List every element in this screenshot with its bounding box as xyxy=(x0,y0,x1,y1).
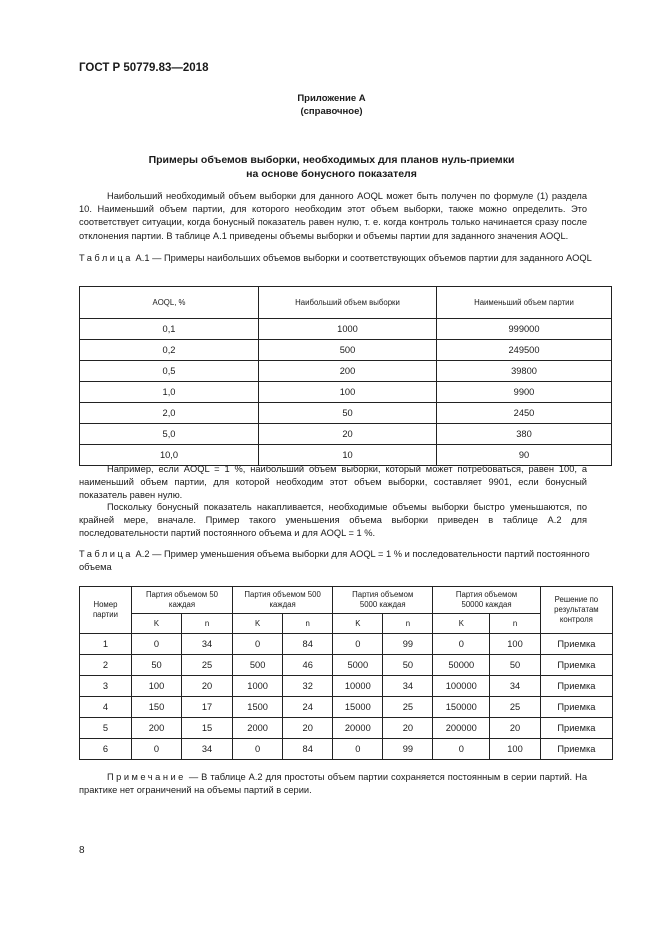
table-row xyxy=(80,718,613,739)
table-a2-header-group-5000: Партия объемом 5000 каждая xyxy=(333,587,433,614)
table-cell: 20 xyxy=(283,718,333,739)
table-a2-header-n: n xyxy=(383,614,433,634)
table-cell: 34 xyxy=(383,676,433,697)
table-cell: 20 xyxy=(182,676,233,697)
table-cell: 84 xyxy=(283,739,333,760)
annex-title: Приложение А xyxy=(297,93,366,104)
table-cell: 34 xyxy=(490,676,541,697)
table-cell: 0 xyxy=(131,634,181,655)
table-cell: 20000 xyxy=(333,718,383,739)
table-row xyxy=(80,424,612,445)
table-a1-header-max-sample: Наибольший объем выборки xyxy=(259,287,437,319)
table-cell: 46 xyxy=(283,655,333,676)
annex-subtitle: (справочное) xyxy=(300,106,363,117)
table-cell: 200 xyxy=(131,718,181,739)
table-cell: 20 xyxy=(490,718,541,739)
table-a1-header-aoql: AOQL, % xyxy=(80,287,259,319)
table-cell: 2,0 xyxy=(80,403,259,424)
paragraph-example-text: Например, если AOQL = 1 %, наибольший объем выборки, который может потребоваться, равен 100, а наименьший объем партии, для которой необходим этот объем выборки, составляет 9901, если бонусный показатель равен нулю. xyxy=(79,464,587,501)
table-cell: 1500 xyxy=(233,697,283,718)
table-a1-header-row xyxy=(80,287,612,319)
table-a2-header-group-500: Партия объемом 500 каждая xyxy=(233,587,333,614)
table-cell: 20 xyxy=(383,718,433,739)
table-row xyxy=(80,655,613,676)
table-a2-header-decision: Решение по результатам контроля xyxy=(540,587,612,634)
table1-caption-label: Таблица xyxy=(79,253,133,263)
table-cell: 25 xyxy=(182,655,233,676)
table-cell: 1000 xyxy=(233,676,283,697)
table-cell: 0,2 xyxy=(80,340,259,361)
table-a2-header-row xyxy=(80,587,613,614)
table-row xyxy=(80,634,613,655)
table-cell: 5000 xyxy=(333,655,383,676)
table-cell: 90 xyxy=(437,445,612,466)
table-cell: 9900 xyxy=(437,382,612,403)
paragraph-intro-text: Наибольший необходимый объем выборки для данного AOQL может быть получен по формуле (1) раздела 10. Наименьший объем партии, для которого необходим этот объем выборки, также можно определить. Это соответствует ситуации, когда бонусный показатель равен нулю, т. е. когда контроль только начинается сразу после отклонения партии. В таблице А.1 приведены объемы выборки и объемы партии для заданного значения AOQL. xyxy=(79,191,587,241)
table-cell: 4 xyxy=(80,697,132,718)
table-cell: 0 xyxy=(433,739,490,760)
table-a2-header-k: K xyxy=(333,614,383,634)
table-row xyxy=(80,403,612,424)
table-cell: 150000 xyxy=(433,697,490,718)
table-cell: 3 xyxy=(80,676,132,697)
table-cell: 39800 xyxy=(437,361,612,382)
page-number: 8 xyxy=(79,845,85,856)
section-heading xyxy=(79,153,584,181)
table-cell: 2450 xyxy=(437,403,612,424)
table-cell: 0 xyxy=(433,634,490,655)
document-code: ГОСТ Р 50779.83—2018 xyxy=(79,62,209,74)
table-cell: 17 xyxy=(182,697,233,718)
table-row xyxy=(80,697,613,718)
table-cell: 1000 xyxy=(259,319,437,340)
table1-caption-text: А.1 — Примеры наибольших объемов выборки и соответствующих объемов партии для заданного AOQL xyxy=(135,253,592,263)
table-cell: 0,5 xyxy=(80,361,259,382)
table-a2-header-k: K xyxy=(131,614,181,634)
annex-heading xyxy=(79,92,584,118)
table-cell: 15000 xyxy=(333,697,383,718)
table-row xyxy=(80,319,612,340)
table-cell: 100 xyxy=(490,739,541,760)
table-cell: 2 xyxy=(80,655,132,676)
table-cell: 10000 xyxy=(333,676,383,697)
section-title-line1: Примеры объемов выборки, необходимых для планов нуль-приемки xyxy=(148,154,515,166)
table-cell: 10 xyxy=(259,445,437,466)
paragraph-bonus-text: Поскольку бонусный показатель накапливается, необходимые объемы выборки быстро уменьшаются, по крайней мере, вначале. Пример такого уменьшения объема выборки приведен в таблице А.2 для последовательности партий постоянного объема и для AOQL = 1 %. xyxy=(79,502,587,539)
table-cell: 20 xyxy=(259,424,437,445)
table-cell: 100 xyxy=(131,676,181,697)
table-cell: 249500 xyxy=(437,340,612,361)
table-cell: 200 xyxy=(259,361,437,382)
table2-caption xyxy=(79,548,612,574)
table-cell: Приемка xyxy=(540,739,612,760)
table-cell: 1 xyxy=(80,634,132,655)
table-cell: 50 xyxy=(383,655,433,676)
table-cell: 0 xyxy=(333,739,383,760)
table-cell: 5 xyxy=(80,718,132,739)
table-row xyxy=(80,739,613,760)
table-cell: 150 xyxy=(131,697,181,718)
table-cell: 25 xyxy=(490,697,541,718)
table-a2-header-k: K xyxy=(433,614,490,634)
table-cell: Приемка xyxy=(540,655,612,676)
table-cell: 100 xyxy=(259,382,437,403)
table-a2-header-k: K xyxy=(233,614,283,634)
table-cell: 6 xyxy=(80,739,132,760)
paragraph-intro xyxy=(79,190,587,243)
table-cell: 24 xyxy=(283,697,333,718)
table-a2-header-n: n xyxy=(490,614,541,634)
table-cell: 380 xyxy=(437,424,612,445)
paragraph-example xyxy=(79,463,587,503)
table-a2-header-group-50000: Партия объемом 50000 каждая xyxy=(433,587,540,614)
table-cell: 0 xyxy=(233,634,283,655)
table-cell: 100 xyxy=(490,634,541,655)
table-cell: 34 xyxy=(182,634,233,655)
note-label: Примечание xyxy=(107,772,186,782)
note xyxy=(79,771,587,797)
table-cell: Приемка xyxy=(540,697,612,718)
table-cell: 34 xyxy=(182,739,233,760)
table-cell: 50 xyxy=(131,655,181,676)
table-cell: 200000 xyxy=(433,718,490,739)
table-cell: 99 xyxy=(383,634,433,655)
table-a2-header-lot-number: Номер партии xyxy=(80,587,132,634)
note-text: — В таблице А.2 для простоты объем партии сохраняется постоянным в серии партий. На практике нет ограничений на объемы партий в серии. xyxy=(79,772,587,796)
table-cell: Приемка xyxy=(540,676,612,697)
paragraph-bonus xyxy=(79,501,587,541)
table-row xyxy=(80,676,613,697)
table-cell: 10,0 xyxy=(80,445,259,466)
table-a2-subheader-row xyxy=(80,614,613,634)
table-a2-header-n: n xyxy=(283,614,333,634)
table-a1 xyxy=(79,286,612,466)
table-cell: 999000 xyxy=(437,319,612,340)
table-cell: 500 xyxy=(259,340,437,361)
table-a1-header-min-lot: Наименьший объем партии xyxy=(437,287,612,319)
table-cell: Приемка xyxy=(540,634,612,655)
table-cell: 15 xyxy=(182,718,233,739)
table-cell: 50 xyxy=(259,403,437,424)
table-cell: 5,0 xyxy=(80,424,259,445)
table-a2-header-group-50: Партия объемом 50 каждая xyxy=(131,587,232,614)
table-a2-header-n: n xyxy=(182,614,233,634)
section-title-line2: на основе бонусного показателя xyxy=(246,168,417,180)
table-cell: 0,1 xyxy=(80,319,259,340)
table-cell: 2000 xyxy=(233,718,283,739)
table-a2 xyxy=(79,586,613,760)
table2-caption-text: А.2 — Пример уменьшения объема выборки для AOQL = 1 % и последовательности партий постоянного объема xyxy=(79,549,590,573)
table-cell: 99 xyxy=(383,739,433,760)
table-cell: 100000 xyxy=(433,676,490,697)
table-cell: 0 xyxy=(333,634,383,655)
table-cell: 25 xyxy=(383,697,433,718)
table-cell: 1,0 xyxy=(80,382,259,403)
table-cell: 500 xyxy=(233,655,283,676)
table-cell: 84 xyxy=(283,634,333,655)
table1-caption xyxy=(79,252,612,265)
table-cell: 32 xyxy=(283,676,333,697)
table-row xyxy=(80,340,612,361)
table-cell: 50000 xyxy=(433,655,490,676)
table-cell: Приемка xyxy=(540,718,612,739)
table-row xyxy=(80,361,612,382)
table-cell: 0 xyxy=(233,739,283,760)
table2-caption-label: Таблица xyxy=(79,549,133,559)
table-row xyxy=(80,382,612,403)
table-cell: 50 xyxy=(490,655,541,676)
table-cell: 0 xyxy=(131,739,181,760)
